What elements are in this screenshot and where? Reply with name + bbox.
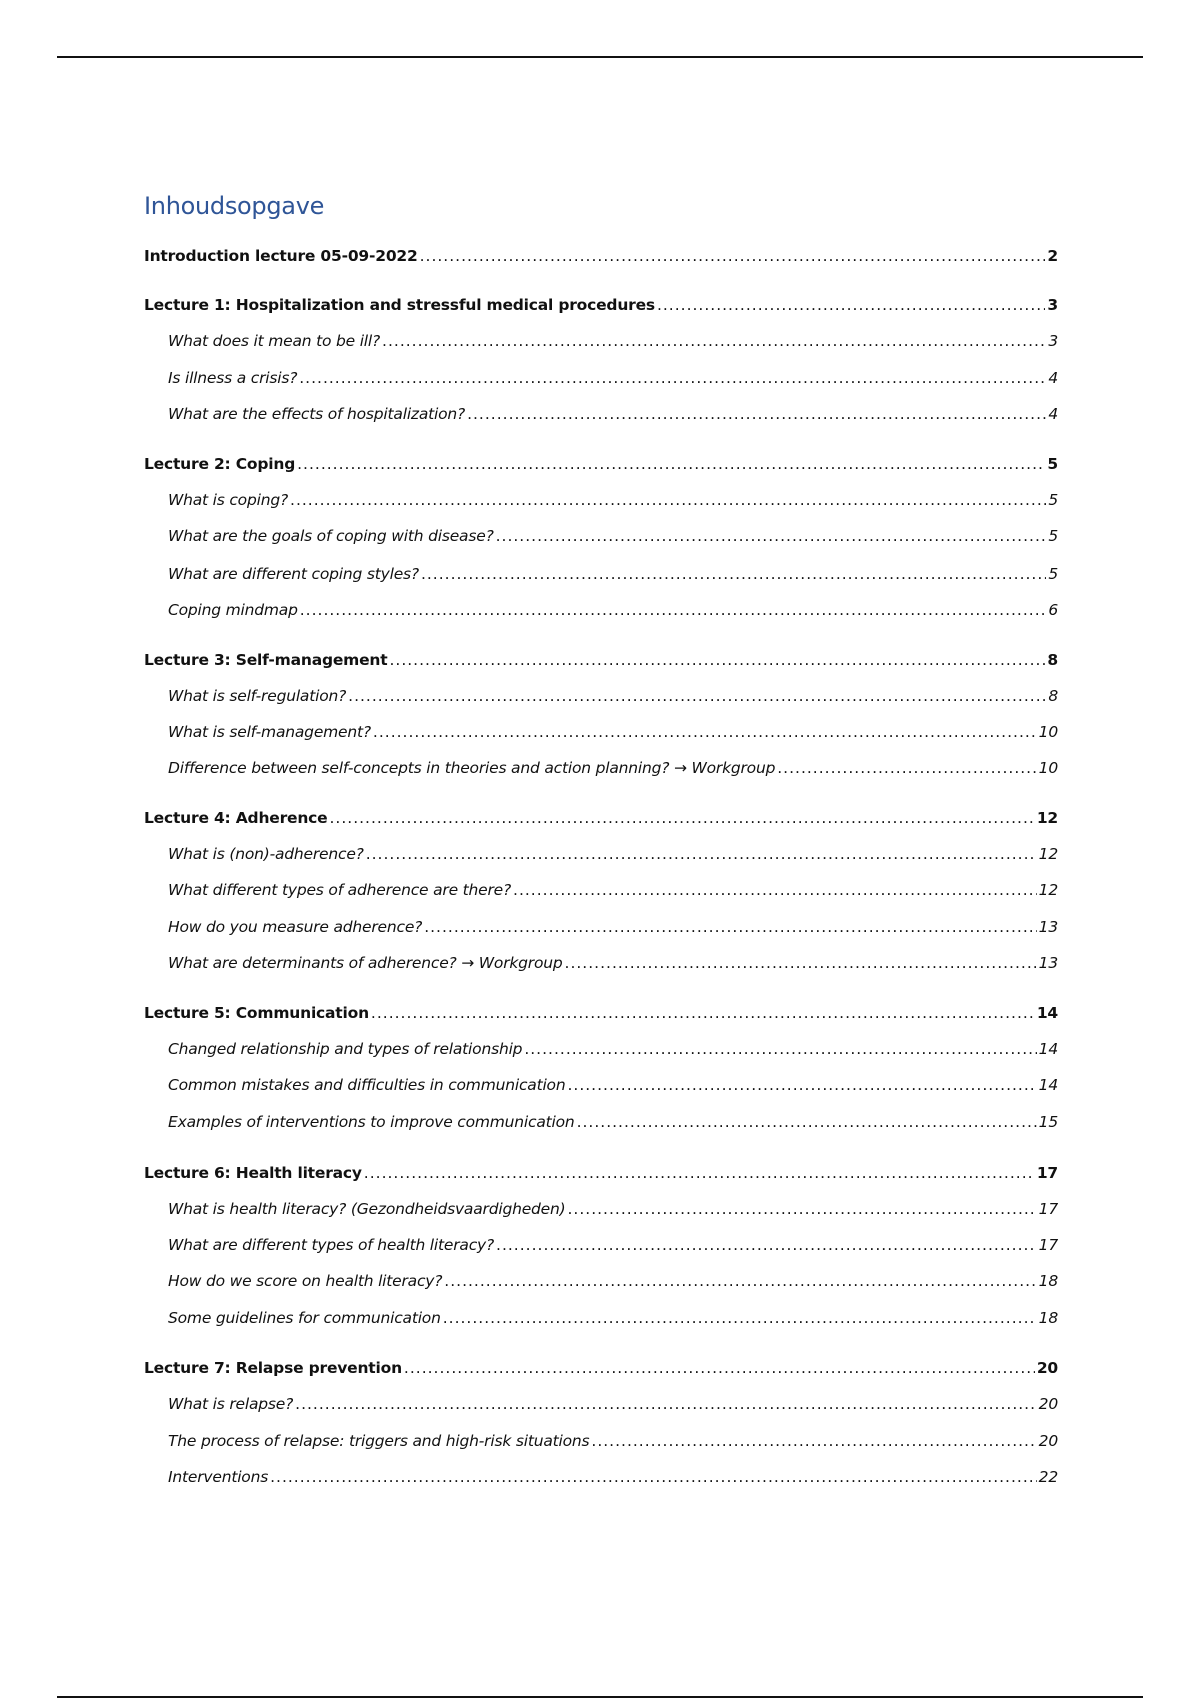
toc-entry-subsection[interactable] bbox=[168, 1306, 1058, 1330]
toc-entry-title: What is health literacy? (Gezondheidsvaardigheden) bbox=[168, 1200, 566, 1218]
toc-entry-subsection[interactable] bbox=[168, 1269, 1058, 1293]
toc-page-number: 12 bbox=[1036, 809, 1058, 827]
footer-rule bbox=[57, 1696, 1143, 1698]
toc-dot-leader bbox=[443, 1306, 1037, 1330]
toc-dot-leader bbox=[389, 648, 1045, 672]
toc-entry-title: What is coping? bbox=[168, 491, 289, 509]
toc-entry-title: Lecture 7: Relapse prevention bbox=[144, 1359, 402, 1377]
toc-page-number: 3 bbox=[1048, 332, 1058, 350]
toc-entry-title: How do we score on health literacy? bbox=[168, 1272, 443, 1290]
toc-dot-leader bbox=[424, 915, 1036, 939]
toc-entry-subsection[interactable] bbox=[168, 1233, 1058, 1257]
toc-dot-leader bbox=[382, 329, 1046, 353]
toc-entry-title: Difference between self-concepts in theories and action planning? → Workgroup bbox=[168, 759, 776, 777]
toc-entry-section[interactable] bbox=[144, 806, 1058, 830]
toc-entry-subsection[interactable] bbox=[168, 1110, 1058, 1134]
toc-entry-title: What are different types of health literacy? bbox=[168, 1236, 495, 1254]
toc-page-number: 20 bbox=[1038, 1395, 1058, 1413]
toc-page-number: 6 bbox=[1048, 601, 1058, 619]
toc-entry-subsection[interactable] bbox=[168, 684, 1058, 708]
toc-page-number: 20 bbox=[1038, 1432, 1058, 1450]
toc-dot-leader bbox=[496, 524, 1047, 548]
toc-page-number: 14 bbox=[1038, 1040, 1058, 1058]
toc-page-number: 10 bbox=[1038, 723, 1058, 741]
toc-entry-title: What is (non)-adherence? bbox=[168, 845, 364, 863]
toc-entry-subsection[interactable] bbox=[168, 1465, 1058, 1489]
toc-entry-subsection[interactable] bbox=[168, 524, 1058, 548]
toc-dot-leader bbox=[373, 720, 1037, 744]
toc-entry-subsection[interactable] bbox=[168, 1073, 1058, 1097]
toc-dot-leader bbox=[524, 1037, 1036, 1061]
toc-page-number: 20 bbox=[1036, 1359, 1058, 1377]
toc-entry-subsection[interactable] bbox=[168, 720, 1058, 744]
toc-dot-leader bbox=[567, 1073, 1036, 1097]
toc-entry-subsection[interactable] bbox=[168, 329, 1058, 353]
toc-dot-leader bbox=[568, 1197, 1037, 1221]
toc-page-number: 8 bbox=[1047, 651, 1058, 669]
toc-dot-leader bbox=[366, 842, 1037, 866]
toc-page-number: 5 bbox=[1048, 565, 1058, 583]
toc-entry-subsection[interactable] bbox=[168, 951, 1058, 975]
toc-dot-leader bbox=[270, 1465, 1037, 1489]
toc-page-number: 12 bbox=[1038, 881, 1058, 899]
toc-entry-subsection[interactable] bbox=[168, 915, 1058, 939]
toc-entry-section[interactable] bbox=[144, 1356, 1058, 1380]
toc-title: Inhoudsopgave bbox=[144, 192, 325, 220]
toc-dot-leader bbox=[297, 452, 1045, 476]
toc-entry-title: Interventions bbox=[168, 1468, 269, 1486]
toc-entry-subsection[interactable] bbox=[168, 1037, 1058, 1061]
toc-entry-title: How do you measure adherence? bbox=[168, 918, 423, 936]
toc-entry-title: What is self-management? bbox=[168, 723, 371, 741]
toc-entry-title: Lecture 3: Self-management bbox=[144, 651, 388, 669]
toc-page-number: 17 bbox=[1038, 1200, 1058, 1218]
toc-entry-title: What are the effects of hospitalization? bbox=[168, 405, 466, 423]
toc-entry-subsection[interactable] bbox=[168, 366, 1058, 390]
toc-entry-section[interactable] bbox=[144, 1001, 1058, 1025]
toc-page-number: 3 bbox=[1047, 296, 1058, 314]
toc-dot-leader bbox=[290, 488, 1046, 512]
toc-dot-leader bbox=[467, 402, 1046, 426]
toc-page-number: 4 bbox=[1048, 369, 1058, 387]
toc-page-number: 2 bbox=[1047, 247, 1058, 265]
toc-page-number: 15 bbox=[1038, 1113, 1058, 1131]
toc-dot-leader bbox=[329, 806, 1034, 830]
header-rule bbox=[57, 56, 1143, 58]
toc-entry-title: What is self-regulation? bbox=[168, 687, 347, 705]
toc-dot-leader bbox=[404, 1356, 1035, 1380]
toc-page-number: 13 bbox=[1038, 918, 1058, 936]
toc-entry-title: Common mistakes and difficulties in communication bbox=[168, 1076, 566, 1094]
toc-dot-leader bbox=[513, 878, 1037, 902]
toc-page-number: 13 bbox=[1038, 954, 1058, 972]
toc-page-number: 12 bbox=[1038, 845, 1058, 863]
toc-entry-title: What are the goals of coping with disease? bbox=[168, 527, 494, 545]
toc-entry-title: Changed relationship and types of relationship bbox=[168, 1040, 523, 1058]
toc-dot-leader bbox=[591, 1429, 1036, 1453]
toc-dot-leader bbox=[657, 293, 1045, 317]
toc-entry-subsection[interactable] bbox=[168, 488, 1058, 512]
toc-page-number: 18 bbox=[1038, 1272, 1058, 1290]
toc-page-number: 17 bbox=[1038, 1236, 1058, 1254]
toc-dot-leader bbox=[421, 562, 1046, 586]
toc-entry-subsection[interactable] bbox=[168, 402, 1058, 426]
toc-entry-title: Lecture 1: Hospitalization and stressful medical procedures bbox=[144, 296, 655, 314]
toc-entry-title: The process of relapse: triggers and high-risk situations bbox=[168, 1432, 590, 1450]
toc-entry-title: Examples of interventions to improve communication bbox=[168, 1113, 575, 1131]
toc-entry-title: Lecture 5: Communication bbox=[144, 1004, 369, 1022]
toc-entry-subsection[interactable] bbox=[168, 598, 1058, 622]
toc-page-number: 10 bbox=[1038, 759, 1058, 777]
toc-dot-leader bbox=[295, 1392, 1037, 1416]
toc-entry-subsection[interactable] bbox=[168, 756, 1058, 780]
toc-entry-title: Lecture 2: Coping bbox=[144, 455, 296, 473]
toc-dot-leader bbox=[420, 244, 1046, 268]
toc-dot-leader bbox=[496, 1233, 1037, 1257]
toc-entry-title: Is illness a crisis? bbox=[168, 369, 298, 387]
toc-page-number: 5 bbox=[1048, 491, 1058, 509]
toc-page-number: 14 bbox=[1036, 1004, 1058, 1022]
toc-entry-section[interactable] bbox=[144, 648, 1058, 672]
toc-entry-subsection[interactable] bbox=[168, 1392, 1058, 1416]
toc-page-number: 17 bbox=[1036, 1164, 1058, 1182]
toc-entry-subsection[interactable] bbox=[168, 878, 1058, 902]
toc-entry-title: Lecture 4: Adherence bbox=[144, 809, 328, 827]
toc-entry-section[interactable] bbox=[144, 1161, 1058, 1185]
toc-page-number: 5 bbox=[1047, 455, 1058, 473]
toc-entry-title: Introduction lecture 05-09-2022 bbox=[144, 247, 418, 265]
toc-entry-title: What is relapse? bbox=[168, 1395, 294, 1413]
toc-dot-leader bbox=[299, 366, 1046, 390]
toc-dot-leader bbox=[300, 598, 1047, 622]
toc-page-number: 4 bbox=[1048, 405, 1058, 423]
toc-entry-title: Lecture 6: Health literacy bbox=[144, 1164, 362, 1182]
toc-page-number: 14 bbox=[1038, 1076, 1058, 1094]
toc-dot-leader bbox=[371, 1001, 1035, 1025]
toc-entry-section[interactable] bbox=[144, 293, 1058, 317]
toc-entry-subsection[interactable] bbox=[168, 562, 1058, 586]
toc-entry-subsection[interactable] bbox=[168, 842, 1058, 866]
toc-entry-subsection[interactable] bbox=[168, 1197, 1058, 1221]
toc-entry-title: What different types of adherence are there? bbox=[168, 881, 512, 899]
toc-page-number: 5 bbox=[1048, 527, 1058, 545]
toc-dot-leader bbox=[565, 951, 1037, 975]
toc-entry-title: Some guidelines for communication bbox=[168, 1309, 441, 1327]
toc-entry-section[interactable] bbox=[144, 452, 1058, 476]
toc-entry-title: Coping mindmap bbox=[168, 601, 298, 619]
toc-entry-title: What are different coping styles? bbox=[168, 565, 419, 583]
toc-page-number: 18 bbox=[1038, 1309, 1058, 1327]
toc-dot-leader bbox=[348, 684, 1046, 708]
toc-page-number: 8 bbox=[1048, 687, 1058, 705]
toc-entry-section[interactable] bbox=[144, 244, 1058, 268]
toc-dot-leader bbox=[577, 1110, 1037, 1134]
toc-dot-leader bbox=[364, 1161, 1035, 1185]
toc-entry-title: What are determinants of adherence? → Workgroup bbox=[168, 954, 563, 972]
toc-dot-leader bbox=[444, 1269, 1036, 1293]
toc-dot-leader bbox=[777, 756, 1036, 780]
toc-entry-subsection[interactable] bbox=[168, 1429, 1058, 1453]
toc-page-number: 22 bbox=[1038, 1468, 1058, 1486]
toc-entry-title: What does it mean to be ill? bbox=[168, 332, 381, 350]
